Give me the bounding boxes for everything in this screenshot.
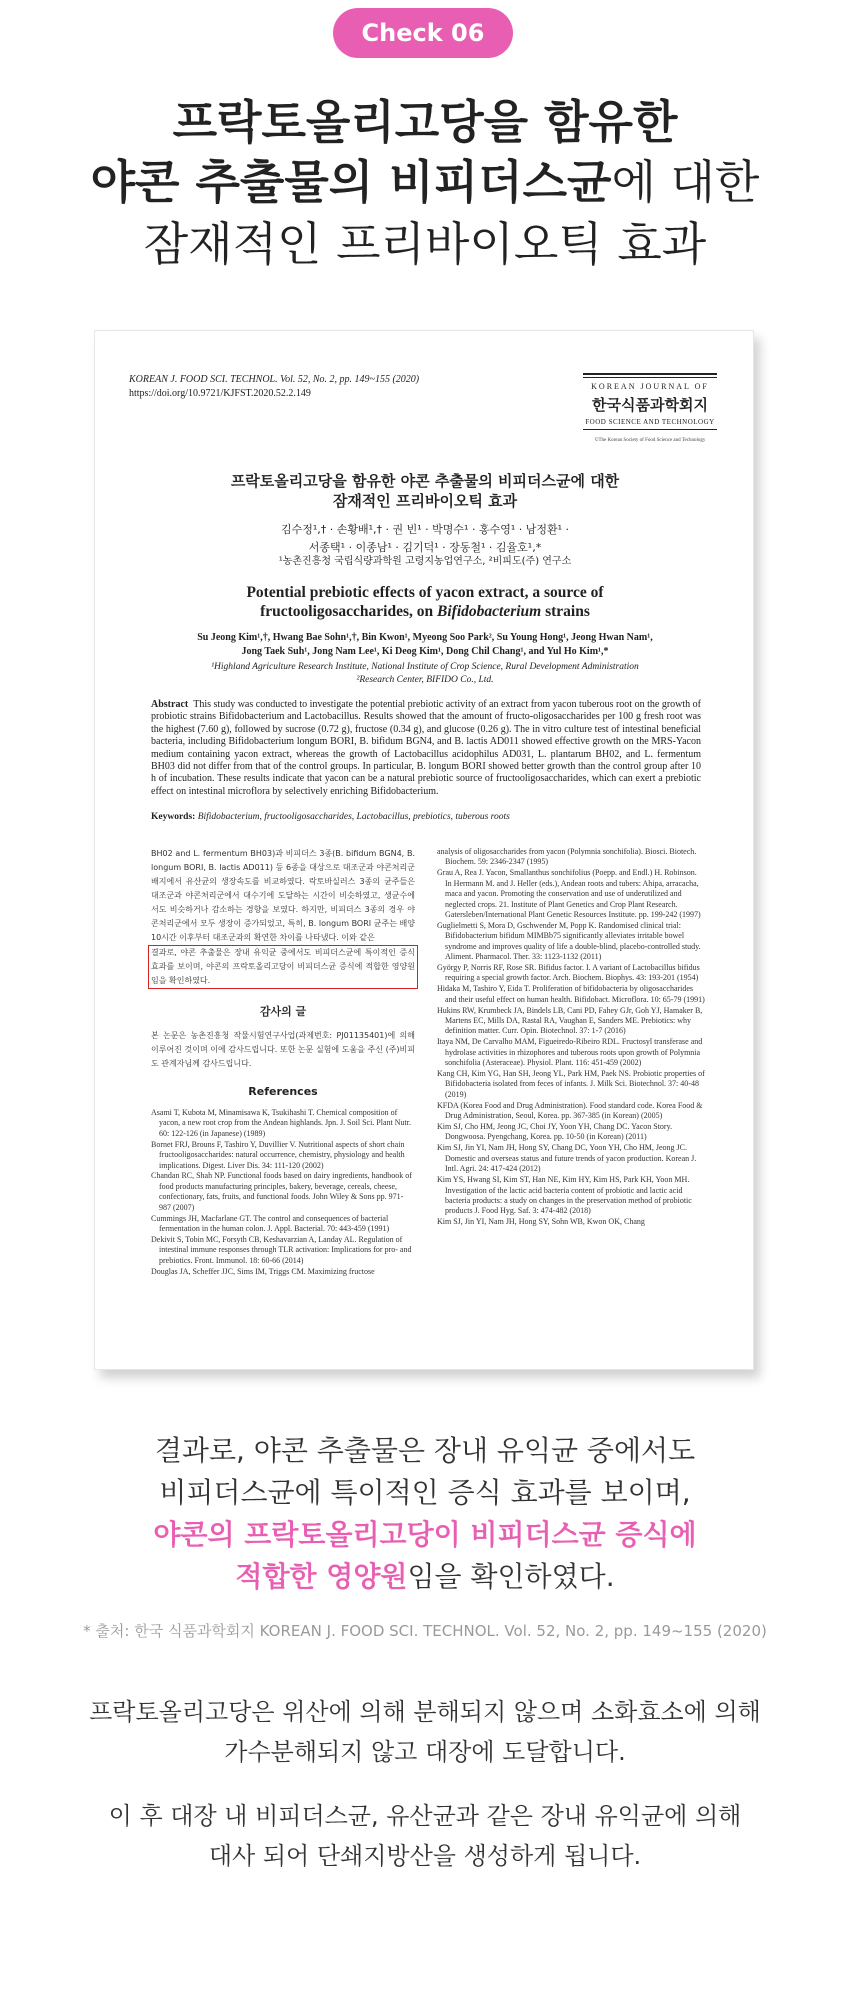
acknowledgement-heading: 감사의 글 — [259, 1005, 307, 1018]
keywords-text: Bifidobacterium, fructooligosaccharides, Lactobacillus, prebiotics, tuberous roots — [197, 812, 510, 822]
source-citation: * 출처: 한국 식품과학회지 KOREAN J. FOOD SCI. TECHNOL. Vol. 52, No. 2, pp. 149~155 (2020) — [83, 1622, 767, 1640]
reference-item: Kim YS, Hwang SI, Kim ST, Han NE, Kim HY, Kim HS, Park KH, Yoon MH. Investigation of the lactic acid bacteria content of probiotic and lactic acid bacteria products: a study on changes in the preservation method of probiotic products J. Food Hyg. Saf. 3: 474-482 (2018) — [437, 1175, 692, 1216]
references-heading: References — [248, 1085, 318, 1098]
body-text-korean — [151, 847, 415, 989]
paper-english-affiliation — [135, 661, 715, 687]
reference-item: Guglielmetti S, Mora D, Gschwender M, Popp K. Randomised clinical trial: Bifidobacterium bifidum MIMBb75 significantly alleviates irritable bowel syndrome and improves quality of life a double-blind, placebo-controlled study. Aliment. Pharmacol. Ther. 33: 1123-1132 (2011) — [437, 920, 701, 962]
abstract-text: This study was conducted to investigate the potential prebiotic activity of an extract from yacon tuberous root on the growth of probiotic strains Bifidobacterium and Lactobacillus. Results showed that the amount of fructo-oligosaccharides per 100 g fresh root was the highest (7.60 g), followed by sucrose (0.72 g), fructose (0.34 g), and glucose (0.26 g). The in vitro culture test of intestinal beneficial bacteria, including Bifidobacterium longum BORI, B. bifidum BGN4, and B. lactis AD011 showed effective growth on the MRS-Yacon medium containing yacon extract, whereas the growth of Lactobacillus acidophilus AD031, L. plantarum BH02, and L. fermentum BH03 did not differ from that of the control groups. In particular, B. longum BORI showed better growth than the control group after 10 h of incubation. These results indicate that yacon can be a natural prebiotic source of fructooligosaccharides, which can exert a prebiotic effect on intestinal microflora by selectively enriching Bifidobacterium. — [151, 699, 701, 797]
logo-english: KOREAN JOURNAL OF — [591, 382, 709, 391]
title-part: strains — [541, 603, 590, 620]
paper-english-authors-line: Su Jeong Kim¹,†, Hwang Bae Sohn¹,†, Bin Kwon¹, Myeong Soo Park², Su Young Hong¹, Jeong Hwan Nam¹, — [197, 632, 653, 643]
reference-item: Kang CH, Kim YG, Han SH, Jeong YL, Park HM, Paek NS. Probiotic properties of Bifidobacteria isolated from feces of infants. J. Milk Sci. Biotechnol. 37: 40-48 (2019) — [437, 1069, 705, 1099]
journal-citation: KOREAN J. FOOD SCI. TECHNOL. Vol. 52, No. 2, pp. 149~155 (2020) — [129, 374, 420, 385]
highlight-box: 결과로, 야콘 추출물은 장내 유익균 중에서도 비피더스균에 특이적인 증식 효과를 보이며, 야콘의 프락토올리고당이 비피더스균 증식에 적합한 영양원임을 확인하였다. — [148, 945, 418, 989]
reference-item: Grau A, Rea J. Yacon, Smallanthus sonchifolius (Poepp. and Endl.) H. Robinson. In Hermann M. and J. Heller (eds.), Andean roots and tubers: Ahipa, arracacha, maca and yacon. Promoting the conservation and use of underutilized and neglected crops. 21. Institute of Plant Genetics and Crop Plant Research. Gatersleben/International Plant Genetic Resources Institute. pp. 199-242 (1997) — [437, 868, 701, 919]
paper-korean-authors — [95, 521, 754, 557]
paper-english-authors — [135, 631, 715, 659]
reference-item: Asami T, Kubota M, Minamisawa K, Tsukihashi T. Chemical composition of yacon, a new root crop from the Andean highlands. Jpn. J. Soil Sci. Plant Nutr. 60: 122-126 (in Japanese) (1989) — [151, 1108, 411, 1138]
headline-line-2-rest: 에 대한 — [611, 155, 760, 209]
paper-korean-affiliation: ¹농촌진흥청 국립식량과학원 고령지농업연구소, ²비피도(주) 연구소 — [278, 556, 572, 567]
reference-item: Cummings JH, Macfarlane GT. The control and consequences of bacterial fermentation in the human colon. J. Appl. Bacterial. 70: 443-459 (1991) — [151, 1213, 390, 1233]
logo-rule — [583, 429, 717, 430]
doi-link: https://doi.org/10.9721/KJFST.2020.52.2.149 — [129, 388, 311, 399]
paper-image — [94, 330, 754, 1370]
paper-korean-authors-line: 김수정¹,† · 손황배¹,† · 권 빈¹ · 박명수¹ · 홍수영¹ · 남정환¹ · — [280, 523, 570, 536]
result-line-3-highlight: 야콘의 프락토올리고당이 비피더스균 증식에 — [153, 1518, 697, 1551]
reference-item: Hukins RW, Krumbeck JA, Bindels LB, Cani PD, Fahey GJr, Goh YJ, Hamaker B, Martens EC, Mills DA, Rastal RA, Vaughan E, Sanders ME. Prebiotics: why definition matter. Curr. Opin. Biotechnol. 37: 1-7 (2016) — [437, 1005, 703, 1036]
result-line-4-rest: 임을 확인하였다. — [407, 1560, 615, 1593]
paper-korean-authors-line: 서종택¹ · 이종남¹ · 김기덕¹ · 장동철¹ · 김율호¹,* — [308, 541, 542, 554]
paper-right-column — [437, 847, 705, 1228]
references-list-right — [437, 847, 705, 1228]
journal-logo — [583, 373, 717, 443]
paper-korean-title — [95, 471, 754, 511]
paper-english-authors-line: Jong Taek Suh¹, Jong Nam Lee¹, Ki Deog Kim¹, Dong Chil Chang¹, and Yul Ho Kim¹,* — [241, 646, 609, 657]
description-line: 프락토올리고당은 위산에 의해 분해되지 않으며 소화효소에 의해 — [89, 1698, 761, 1726]
reference-item: Kim SJ, Jin YI, Nam JH, Hong SY, Sohn WB, Kwon OK, Chang — [437, 1217, 645, 1227]
logo-korean: 한국식품과학회지 — [592, 396, 708, 414]
body-paragraph: BH02 and L. fermentum BH03)과 비피더스 3종(B. bifidum BGN4, B. longum BORI, B. lactis AD011) 등 6종을 대상으로 대조군과 야콘처리군 배지에서 유산균의 생장속도를 비교하였다. 락토바실러스 3종의 균주들은 대조군과 야콘처리군에서 대수기에 도달하는 시간이 비슷하였고, 생균수에서도 비슷하거나 감소하는 경향을 보였다. 하지만, 비피더스 3종의 경우 야콘처리군에서 모두 생장이 증가되었고, 특히, B. longum BORI 균주는 배양 10시간 이후부터 대조군과의 확연한 차이를 나타냈다. 이와 같은 — [151, 849, 415, 942]
description-line: 가수분해되지 않고 대장에 도달합니다. — [224, 1738, 626, 1766]
paper-keywords — [151, 811, 701, 823]
result-line-2: 비피더스균에 특이적인 증식 효과를 보이며, — [159, 1476, 691, 1509]
title-italic: Bifidobacterium — [437, 603, 542, 620]
description-line: 대사 되어 단쇄지방산을 생성하게 됩니다. — [208, 1842, 642, 1870]
reference-item: Dekivit S, Tobin MC, Forsyth CB, Keshavarzian A, Landay AL. Regulation of intestinal immune responses through TLR activation: Implications for pro- and prebiotics. Front. Immunol. 18: 60-66 (2014) — [151, 1234, 412, 1265]
paper-korean-title-line: 잠재적인 프리바이오틱 효과 — [332, 492, 518, 510]
paper-left-column — [151, 847, 415, 1278]
reference-item: Bornet FRJ, Brouns F, Tashiro Y, Duvillier V. Nutritional aspects of short chain fructooligosaccharides: natural occurrence, chemistry, physiology and health implications. Digest. Liver Dis. 34: 111-120 (2002) — [151, 1139, 405, 1170]
paper-abstract — [151, 699, 701, 798]
description-line: 이 후 대장 내 비피더스균, 유산균과 같은 장내 유익균에 의해 — [108, 1802, 742, 1830]
reference-item: Hidaka M, Tashiro Y, Eida T. Proliferation of bifidobacteria by oligosaccharides and their useful effect on human health. Bifidobact. Microflora. 10: 65-79 (1991) — [437, 984, 705, 1004]
title-part: fructooligosaccharides, on — [260, 603, 438, 620]
logo-rule — [583, 377, 717, 378]
keywords-label: Keywords: — [151, 812, 196, 822]
logo-rule — [583, 373, 717, 375]
reference-item: analysis of oligosaccharides from yacon (Polymnia sonchifolia). Biosci. Biotech. Biochem. 59: 2346-2347 (1995) — [437, 847, 697, 867]
logo-subtitle: FOOD SCIENCE AND TECHNOLOGY — [585, 418, 715, 426]
reference-item: Kim SJ, Jin YI, Nam JH, Hong SY, Chang DC, Yoon YH, Cho HM, Jeong JC. Domestic and overseas status and future trends of yacon production. Korean J. Intl. Agri. 24: 417-424 (2012) — [437, 1143, 697, 1174]
paper-korean-title-line: 프락토올리고당을 함유한 야콘 추출물의 비피더스균에 대한 — [230, 472, 620, 490]
paper-english-title-line — [95, 602, 754, 621]
reference-item: Itaya NM, De Carvalho MAM, Figueiredo-Ribeiro RDL. Fructosyl transferase and hydrolase activities in rhizophores and tuberous roots upon growth of Polymnia sonchifolia (Asteraceae). Physiol. Plant. 116: 451-459 (2002) — [437, 1037, 703, 1068]
headline-line-1: 프락토올리고당을 함유한 — [172, 95, 678, 149]
reference-item: Douglas JA, Scheffer JJC, Sims IM, Triggs CM. Maximizing fructose — [151, 1266, 375, 1276]
result-line-1: 결과로, 야콘 추출물은 장내 유익균 중에서도 — [154, 1434, 696, 1467]
check-badge: Check 06 — [333, 8, 513, 58]
paper-english-title-line: Potential prebiotic effects of yacon extract, a source of — [246, 584, 604, 601]
headline-line-2 — [0, 154, 850, 210]
headline-line-3: 잠재적인 프리바이오틱 효과 — [143, 217, 707, 271]
paper-english-title — [95, 583, 754, 621]
references-list-left — [151, 1108, 415, 1277]
headline-line-2-bold: 야콘 추출물의 비피더스균 — [90, 155, 612, 209]
result-line-4 — [0, 1556, 850, 1598]
reference-item: György P, Norris RF, Rose SR. Bifidus factor. I. A variant of Lactobacillus bifidus requiring a special growth factor. Arch. Biochem. Biophys. 43: 193-201 (1954) — [437, 962, 700, 983]
reference-item: Kim SJ, Cho HM, Jeong JC, Choi JY, Yoon YH, Chang DC. Yacon Story. Dongwoosa. Pyengchang, Korea. pp. 10-50 (in Korean) (2011) — [437, 1122, 673, 1142]
abstract-label: Abstract — [151, 699, 189, 710]
result-line-4-highlight: 적합한 영양원 — [235, 1560, 408, 1593]
reference-item: Chandan RC, Shah NP. Functional foods based on dairy ingredients, handbook of food products manufacturing principles, bakery, beverage, cereals, cheese, confectionary, fats, fruits, and functional foods. John Wiley & Sons pp. 971-987 (2007) — [151, 1171, 412, 1212]
reference-item: KFDA (Korea Food and Drug Administration). Food standard code. Korea Food & Drug Administration, Seoul, Korea. pp. 367-385 (in Korean) (2005) — [437, 1100, 703, 1121]
paper-english-affiliation-line: ²Research Center, BIFIDO Co., Ltd. — [356, 675, 494, 685]
logo-copyright: ©The Korean Society of Food Science and Technology — [594, 438, 706, 443]
acknowledgement-text: 본 논문은 농촌진흥청 작물시험연구사업(과제번호: PJ01135401)에 의해 이루어진 것이며 이에 감사드립니다. 또한 논문 실험에 도움을 주신 (주)비피도 관계자님께 감사드립니다. — [151, 1031, 415, 1068]
paper-english-affiliation-line: ¹Highland Agriculture Research Institute, National Institute of Crop Science, Rural Development Administration — [211, 662, 639, 672]
